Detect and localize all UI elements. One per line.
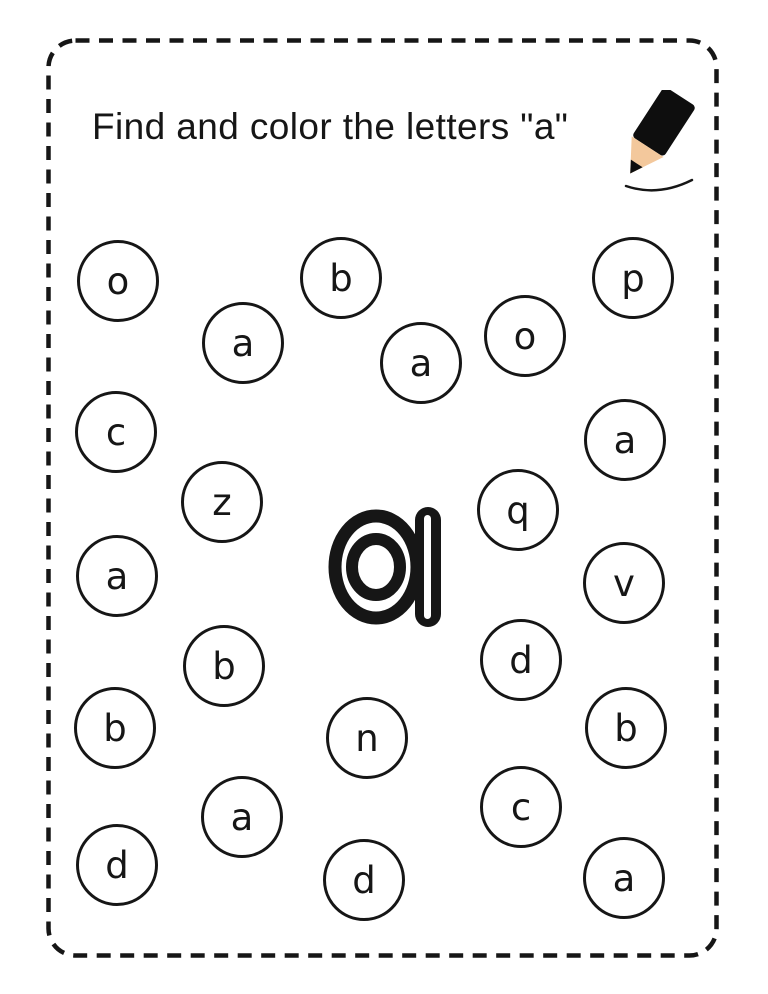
circle-letter: o <box>106 259 130 303</box>
circle-letter: b <box>212 644 236 688</box>
circle-letter: c <box>510 785 532 829</box>
circle-letter: v <box>613 561 635 605</box>
circle-letter: a <box>409 341 433 385</box>
circle-letter: b <box>614 706 638 750</box>
letter-circle[interactable] <box>584 399 666 481</box>
circle-letter: o <box>513 314 537 358</box>
circle-letter: b <box>329 256 353 300</box>
letter-circle[interactable] <box>583 837 665 919</box>
letter-circle[interactable] <box>585 687 667 769</box>
circle-letter: a <box>231 321 255 365</box>
circle-letter: d <box>352 858 376 902</box>
letter-circle[interactable] <box>202 302 284 384</box>
letter-circle[interactable] <box>74 687 156 769</box>
letter-circle[interactable] <box>76 824 158 906</box>
letter-circle[interactable] <box>77 240 159 322</box>
circle-letter: d <box>105 843 129 887</box>
target-letter-stem-highlight <box>424 515 431 619</box>
circle-letter: p <box>621 256 645 300</box>
target-letter-display <box>328 506 442 628</box>
letter-circle[interactable] <box>75 391 157 473</box>
letter-circle[interactable] <box>477 469 559 551</box>
letter-circle[interactable] <box>480 766 562 848</box>
worksheet-title: Find and color the letters "a" <box>92 106 569 147</box>
circle-letter: a <box>613 418 637 462</box>
circle-letter: d <box>509 638 533 682</box>
circle-letter: b <box>103 706 127 750</box>
letter-circle[interactable] <box>380 322 462 404</box>
circle-letter: a <box>105 554 129 598</box>
letter-circle[interactable] <box>300 237 382 319</box>
letter-circle[interactable] <box>76 535 158 617</box>
circle-letter: z <box>212 480 232 524</box>
letter-circle[interactable] <box>183 625 265 707</box>
circle-letter: c <box>105 410 127 454</box>
circle-letter: n <box>355 716 379 760</box>
letter-circle[interactable] <box>480 619 562 701</box>
letter-circle[interactable] <box>484 295 566 377</box>
letter-circle[interactable] <box>326 697 408 779</box>
letter-circle[interactable] <box>181 461 263 543</box>
letter-circle[interactable] <box>201 776 283 858</box>
letter-circle[interactable] <box>592 237 674 319</box>
target-letter-counter-outline <box>352 539 400 595</box>
letter-circle[interactable] <box>323 839 405 921</box>
circle-letter: a <box>230 795 254 839</box>
circle-letter: q <box>506 488 530 532</box>
circle-letter: a <box>612 856 636 900</box>
letter-circle[interactable] <box>583 542 665 624</box>
